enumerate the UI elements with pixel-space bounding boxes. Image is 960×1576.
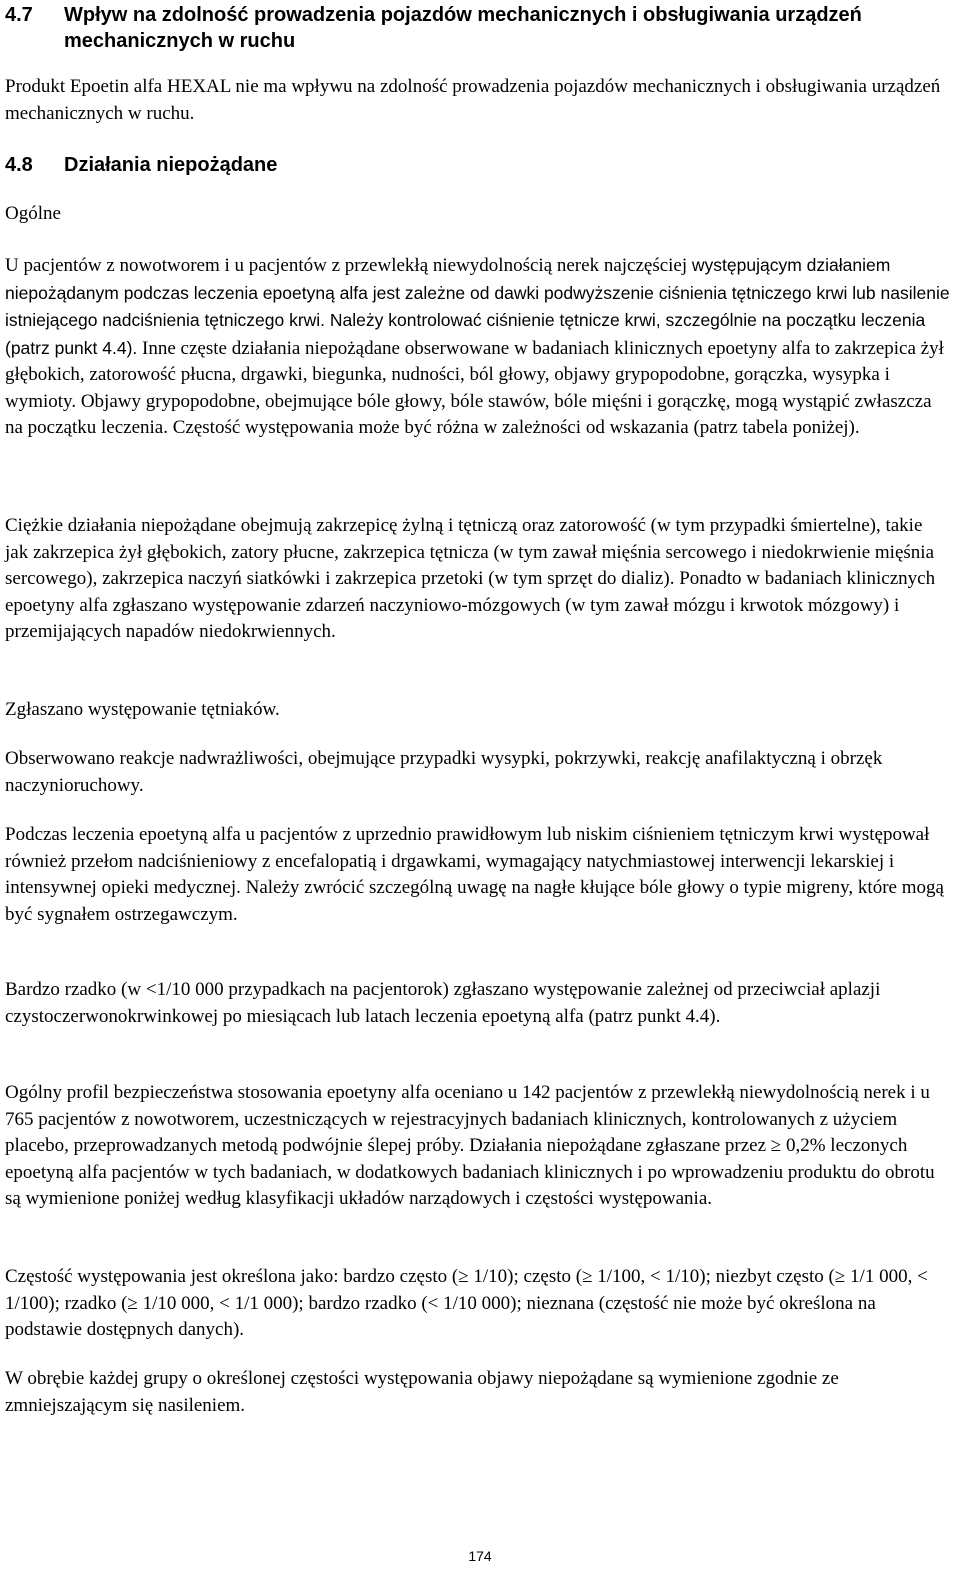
paragraph-6: Bardzo rzadko (w <1/10 000 przypadkach na pacjentorok) zgłaszano występowanie zależnej od przeciwciał aplazji czystoczerwonokrwinkowej po miesiącach lub latach leczenia epoetyną alfa (patrz punkt 4.4). [5,979,881,1027]
subheading-general: Ogólne [5,203,61,224]
paragraph-1-tail: Inne częste działania niepożądane obserwowane w badaniach klinicznych epoetyny alfa to zakrzepica żył głębokich, zatorowość płucna, drgawki, biegunka, nudności, ból głowy, objawy grypopodobne, gorączka, wysypka i wymioty. Objawy grypopodobne, obejmujące bóle głowy, bóle stawów, bóle mięśni i gorączkę, mogą wystąpić zwłaszcza na początku leczenia. Częstość występowania może być różna w zależności od wskazania (patrz tabela poniżej). [5,337,944,438]
section-number: 4.8 [5,154,33,176]
paragraph-1-lead: U pacjentów z nowotworem i u pacjentów z przewlekłą niewydolnością nerek najczęściej [5,255,688,276]
paragraph-1 [5,252,950,442]
page-number: 174 [468,1548,492,1564]
paragraph-7: Ogólny profil bezpieczeństwa stosowania epoetyny alfa oceniano u 142 pacjentów z przewlekłą niewydolnością nerek i u 765 pacjentów z nowotworem, uczestniczących w rejestracyjnych badaniach klinicznych, kontrolowanych z użyciem placebo, przeprowadzanych metodą podwójnie ślepej próby. Działania niepożądane zgłaszane przez ≥ 0,2% leczonych epoetyną alfa pacjentów w tych badaniach, w dodatkowych badaniach klinicznych i po wprowadzeniu produktu do obrotu są wymienione poniżej według klasyfikacji układów narządowych i częstości występowania. [5,1082,935,1209]
section-title: Wpływ na zdolność prowadzenia pojazdów mechanicznych i obsługiwania urządzeń mechanicznych w ruchu [64,4,862,52]
paragraph-4-7: Produkt Epoetin alfa HEXAL nie ma wpływu na zdolność prowadzenia pojazdów mechanicznych i obsługiwania urządzeń mechanicznych w ruchu. [5,76,941,124]
paragraph-9: W obrębie każdej grupy o określonej częstości występowania objawy niepożądane są wymienione zgodnie ze zmniejszającym się nasileniem. [5,1368,839,1416]
paragraph-1-sans-part: występującym działaniem niepożądanym podczas leczenia epoetyną alfa jest zależne od dawki podwyższenie ciśnienia tętniczego krwi lub nasilenie istniejącego nadciśnienia tętniczego krwi. Należy kontrolować ciśnienie tętnicze krwi, szczególnie na początku leczenia (patrz punkt 4.4). [5,255,950,358]
section-title: Działania niepożądane [64,154,278,176]
paragraph-4: Obserwowano reakcje nadwrażliwości, obejmujące przypadki wysypki, pokrzywki, reakcję anafilaktyczną i obrzęk naczynioruchowy. [5,748,883,796]
paragraph-2: Ciężkie działania niepożądane obejmują zakrzepicę żylną i tętniczą oraz zatorowość (w tym przypadki śmiertelne), takie jak zakrzepica żył głębokich, zatory płucne, zakrzepica tętnicza (w tym zawał mięśnia sercowego i niedokrwienie mięśnia sercowego), zakrzepica naczyń siatkówki i zakrzepica przetoki (w tym sprzęt do dializ). Ponadto w badaniach klinicznych epoetyny alfa zgłaszano występowanie zdarzeń naczyniowo-mózgowych (w tym zawał mózgu i krwotok mózgowy) i przemijających napadów niedokrwiennych. [5,515,936,642]
paragraph-3: Zgłaszano występowanie tętniaków. [5,699,280,720]
paragraph-5: Podczas leczenia epoetyną alfa u pacjentów z uprzednio prawidłowym lub niskim ciśnieniem tętniczym krwi występował również przełom nadciśnieniowy z encefalopatią i drgawkami, wymagający natychmiastowej interwencji lekarskiej i intensywnej opieki medycznej. Należy zwrócić szczególną uwagę na nagłe kłujące bóle głowy o typie migreny, które mogą być sygnałem ostrzegawczym. [5,824,944,925]
paragraph-8: Częstość występowania jest określona jako: bardzo często (≥ 1/10); często (≥ 1/100, < 1/10); niezbyt często (≥ 1/1 000, < 1/100); rzadko (≥ 1/10 000, < 1/1 000); bardzo rzadko (< 1/10 000); nieznana (częstość nie może być określona na podstawie dostępnych danych). [5,1266,928,1340]
section-number: 4.7 [5,4,33,26]
